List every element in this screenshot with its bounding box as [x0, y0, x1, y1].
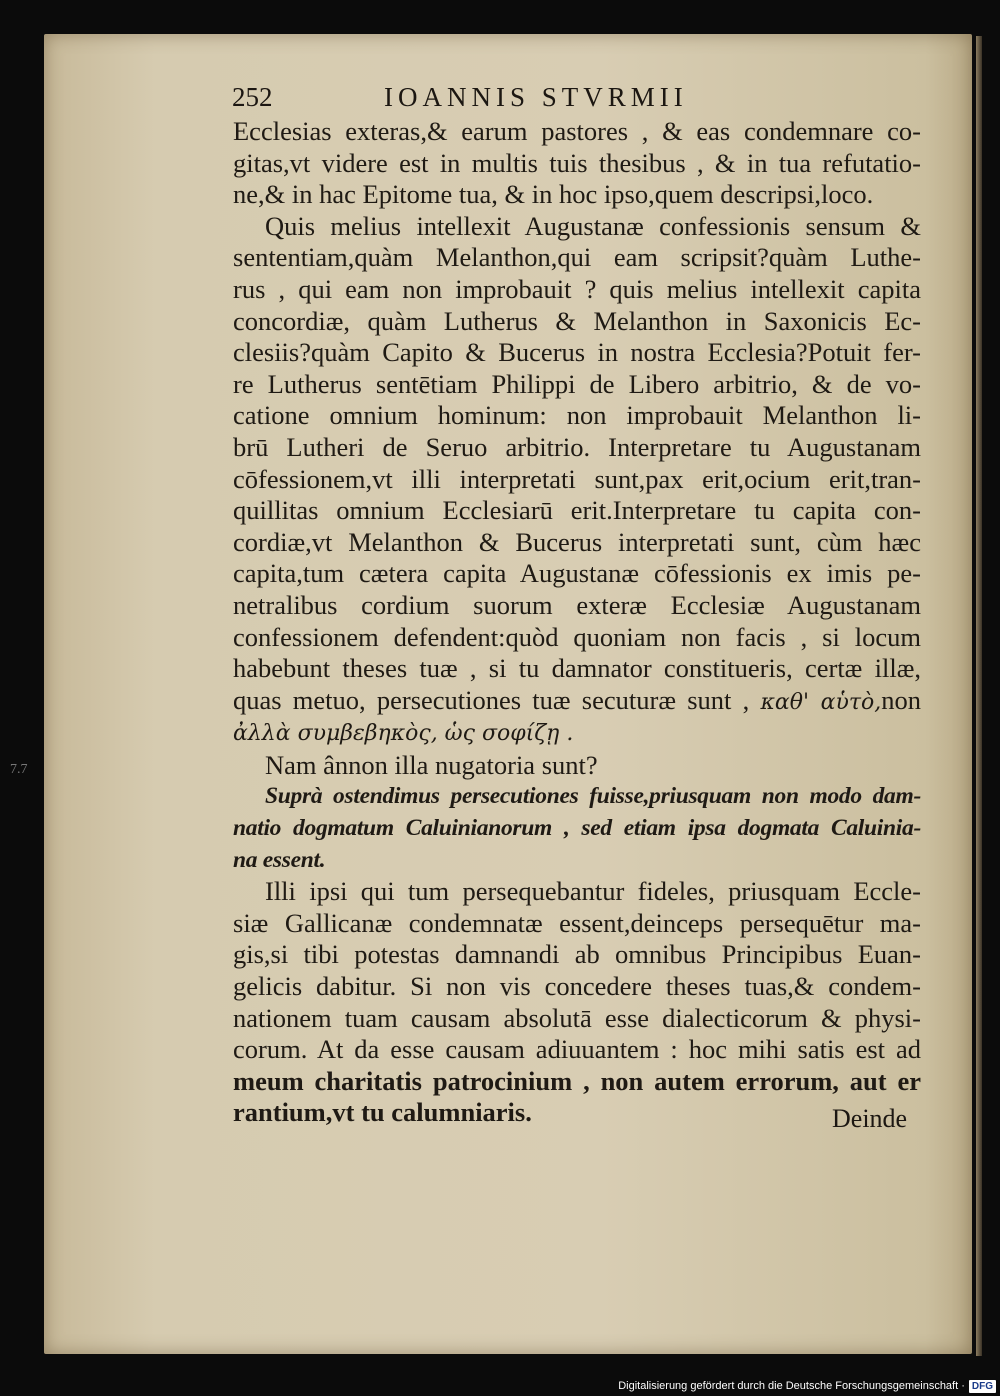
text-line: cōfessionem,vt illi interpretati sunt,pax erit,ocium erit,tran- [233, 463, 921, 494]
text-line: corum. At da esse causam adiuuantem : hoc mihi satis est ad [233, 1034, 921, 1065]
text-line: netralibus cordium suorum exteræ Ecclesiæ Augustanam [233, 589, 921, 620]
text-line: Quis melius intellexit Augustanæ confessionis sensum & [265, 210, 921, 241]
text-line: Illi ipsi qui tum persequebantur fideles, priusquam Eccle- [265, 876, 921, 907]
margin-mark: 7.7 [10, 762, 28, 777]
greek-text-line: ἀλλὰ συμβεβηκὸς, ὡς σοφίζῃ . [233, 721, 574, 747]
latin-text: non [881, 684, 921, 715]
text-line: nationem tuam causam absolutā esse dialecticorum & physi- [233, 1002, 921, 1033]
text-line: meum charitatis patrocinium , non autem errorum, aut er [233, 1065, 921, 1096]
text-line: concordiæ, quàm Lutherus & Melanthon in Saxonicis Ec- [233, 305, 921, 336]
text-line: habebunt theses tuæ , si tu damnator constitueris, certæ illæ, [233, 653, 921, 684]
text-line: gelicis dabitur. Si non vis concedere theses tuas,& condem- [233, 971, 921, 1002]
text-line: gis,si tibi potestas damnandi ab omnibus Principibus Euan- [233, 939, 921, 970]
quote-line: natio dogmatum Caluinianorum , sed etiam ipsa dogmata Caluinia- [233, 815, 921, 842]
page-number: 252 [232, 82, 273, 112]
running-head: IOANNIS STVRMII [384, 82, 688, 112]
greek-text: καθ' αὑτὸ, [760, 689, 882, 715]
catchword: Deinde [832, 1104, 908, 1133]
text-line: confessionem defendent:quòd quoniam non facis , si locum [233, 621, 921, 652]
quote-line: na essent. [233, 846, 326, 873]
text-line: rantium,vt tu calumniaris. [233, 1097, 532, 1128]
body-text [233, 116, 921, 1129]
footer-credit [618, 1378, 996, 1394]
text-line: clesiis?quàm Capito & Bucerus in nostra Ecclesia?Potuit fer- [233, 337, 921, 368]
text-line: catione omnium hominum: non improbauit Melanthon li- [233, 400, 921, 431]
quote-line: Suprà ostendimus persecutiones fuisse,priusquam non modo dam- [265, 783, 921, 810]
latin-text: quas metuo, persecutiones tuæ secuturæ sunt , [233, 684, 750, 715]
text-line: rus , qui eam non improbauit ? quis melius intellexit capita [233, 273, 921, 304]
text-line: brū Lutheri de Seruo arbitrio. Interpretare tu Augustanam [233, 431, 921, 462]
text-line: sententiam,quàm Melanthon,qui eam scripsit?quàm Luthe- [233, 242, 921, 273]
page-header [232, 82, 742, 118]
dfg-logo-icon: DFG [969, 1380, 996, 1393]
text-line: capita,tum cætera capita Augustanæ cōfessionis ex imis pe- [233, 558, 921, 589]
text-line: re Lutherus sentētiam Philippi de Libero arbitrio, & de vo- [233, 368, 921, 399]
text-line: siæ Gallicanæ condemnatæ essent,deinceps persequētur ma- [233, 907, 921, 938]
text-line: gitas,vt videre est in multis tuis thesibus , & in tua refutatio- [233, 147, 921, 178]
text-line: ne,& in hac Epitome tua, & in hoc ipso,quem descripsi,loco. [233, 179, 874, 210]
page-edge [976, 36, 982, 1356]
text-line: quillitas omnium Ecclesiarū erit.Interpretare tu capita con- [233, 495, 921, 526]
text-line: cordiæ,vt Melanthon & Bucerus interpretati sunt, cùm hæc [233, 526, 921, 557]
text-line-mixed [233, 685, 921, 719]
text-line: Nam ânnon illa nugatoria sunt? [265, 749, 598, 780]
footer-text: Digitalisierung gefördert durch die Deutsche Forschungsgemeinschaft · [618, 1380, 965, 1392]
text-line: Ecclesias exteras,& earum pastores , & eas condemnare co- [233, 116, 921, 146]
